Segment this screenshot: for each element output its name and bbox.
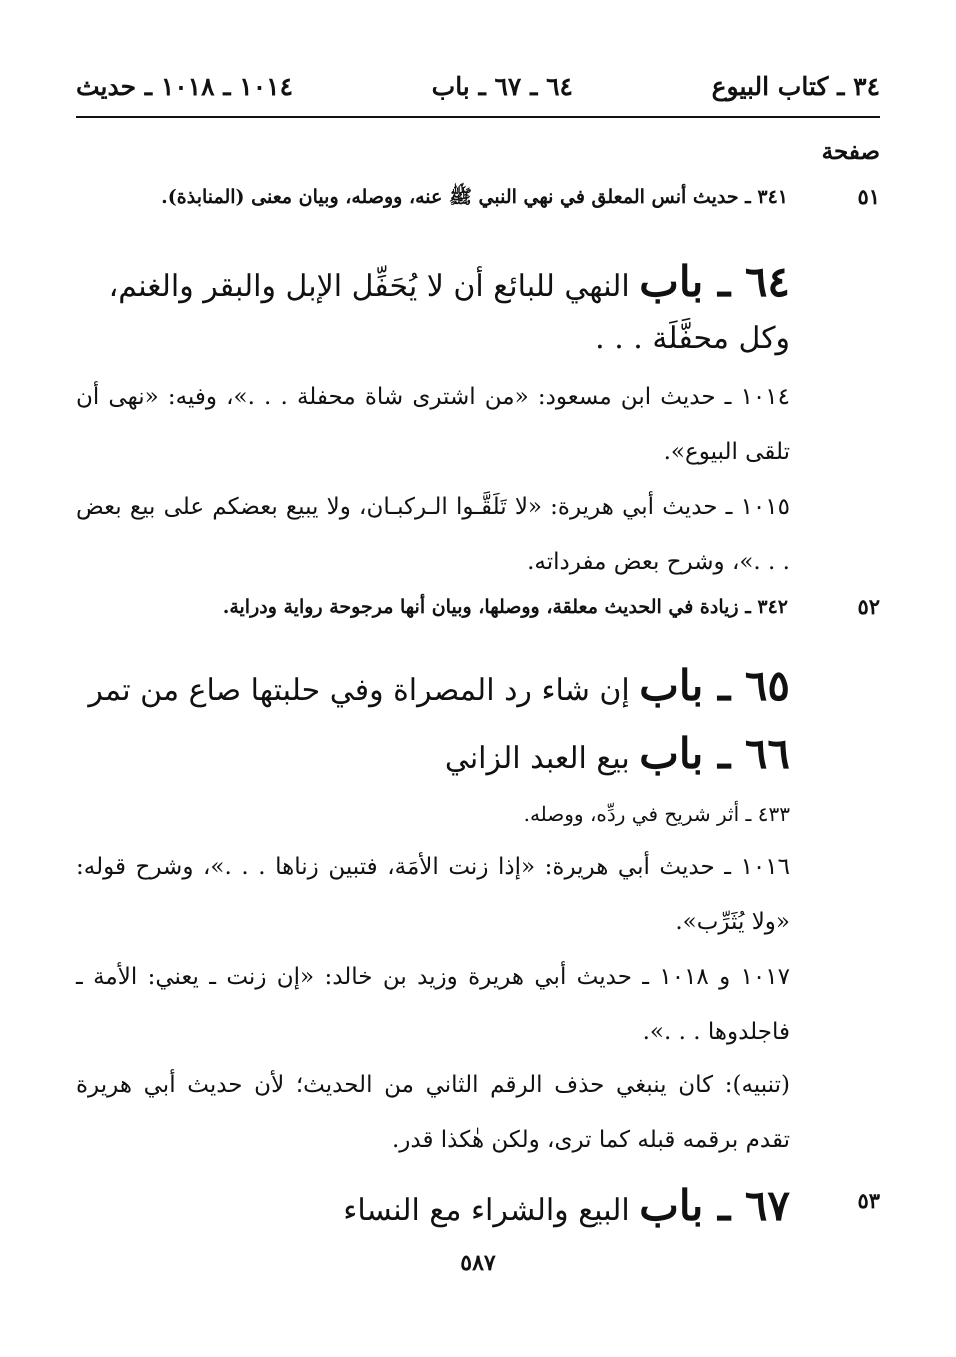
chapter-number: ٦٤ ـ باب [639,257,790,306]
hadith-1014: ١٠١٤ ـ حديث ابن مسعود: «من اشترى شاة محفلة . . .»، وفيه: «نهى أن تلقى البيوع». [76,384,790,466]
chapter-65-heading [76,652,790,719]
entry-page-number: ٥١ [857,184,880,209]
header-chapter-range: ٦٤ ـ ٦٧ ـ باب [431,71,573,101]
index-entry-342 [76,594,880,626]
page-number: ٥٨٧ [460,1250,496,1276]
index-entry-341 [76,184,880,216]
hadith-1016: ١٠١٦ ـ حديث أبي هريرة: «إذا زنت الأمَة، فتبين زناها . . .»، وشرح قوله: «ولا يُثَرِّب». [76,854,790,936]
hadith-1015: ١٠١٥ ـ حديث أبي هريرة: «لا تَلَقَّـوا الـركبـان، ولا يبيع بعضكم على بيع بعض . . .»، وشرح بعض مفرداته. [76,494,790,576]
header-book-title: ٣٤ ـ كتاب البيوع [711,71,880,101]
entry-page-number: ٥٣ [857,1188,880,1213]
chapter-title: البيع والشراء مع النساء [343,1193,630,1228]
hadith-1017-1018: ١٠١٧ و ١٠١٨ ـ حديث أبي هريرة وزيد بن خالد: «إن زنت ـ يعني: الأمة ـ فاجلدوها . . .». [76,964,790,1046]
entry-page-number: ٥٢ [857,594,880,619]
chapter-title: إن شاء رد المصراة وفي حلبتها صاع من تمر [88,673,630,708]
chapter-66-heading [76,720,790,787]
athar-433: ٤٣٣ ـ أثر شريح في ردِّه، ووصله. [523,802,790,826]
chapter-title: بيع العبد الزاني [444,741,630,776]
header-hadith-range: ١٠١٤ ـ ١٠١٨ ـ حديث [76,71,293,101]
running-header [76,66,880,106]
chapter-number: ٦٥ ـ باب [639,661,790,710]
header-divider [76,116,880,118]
chapter-number: ٦٧ ـ باب [639,1181,790,1230]
entry-text: ٣٤١ ـ حديث أنس المعلق في نهي النبي ﷺ عنه، ووصله، وبيان معنى (المنابذة). [161,186,788,208]
chapter-64-heading [76,248,790,363]
chapter-67-heading [76,1172,790,1239]
chapter-title: النهي للبائع أن لا يُحَفِّل الإبل والبقر والغنم، وكل محفَّلَة . . . [108,269,790,357]
chapter-number: ٦٦ ـ باب [639,729,790,778]
entry-text: ٣٤٢ ـ زيادة في الحديث معلقة، ووصلها، وبيان أنها مرجوحة رواية ودراية. [222,596,788,618]
note-paragraph: (تنبيه): كان ينبغي حذف الرقم الثاني من الحديث؛ لأن حديث أبي هريرة تقدم برقمه قبله كما ترى، ولكن هٰكذا قدر. [76,1072,790,1154]
page-column-label: صفحة [821,138,880,165]
